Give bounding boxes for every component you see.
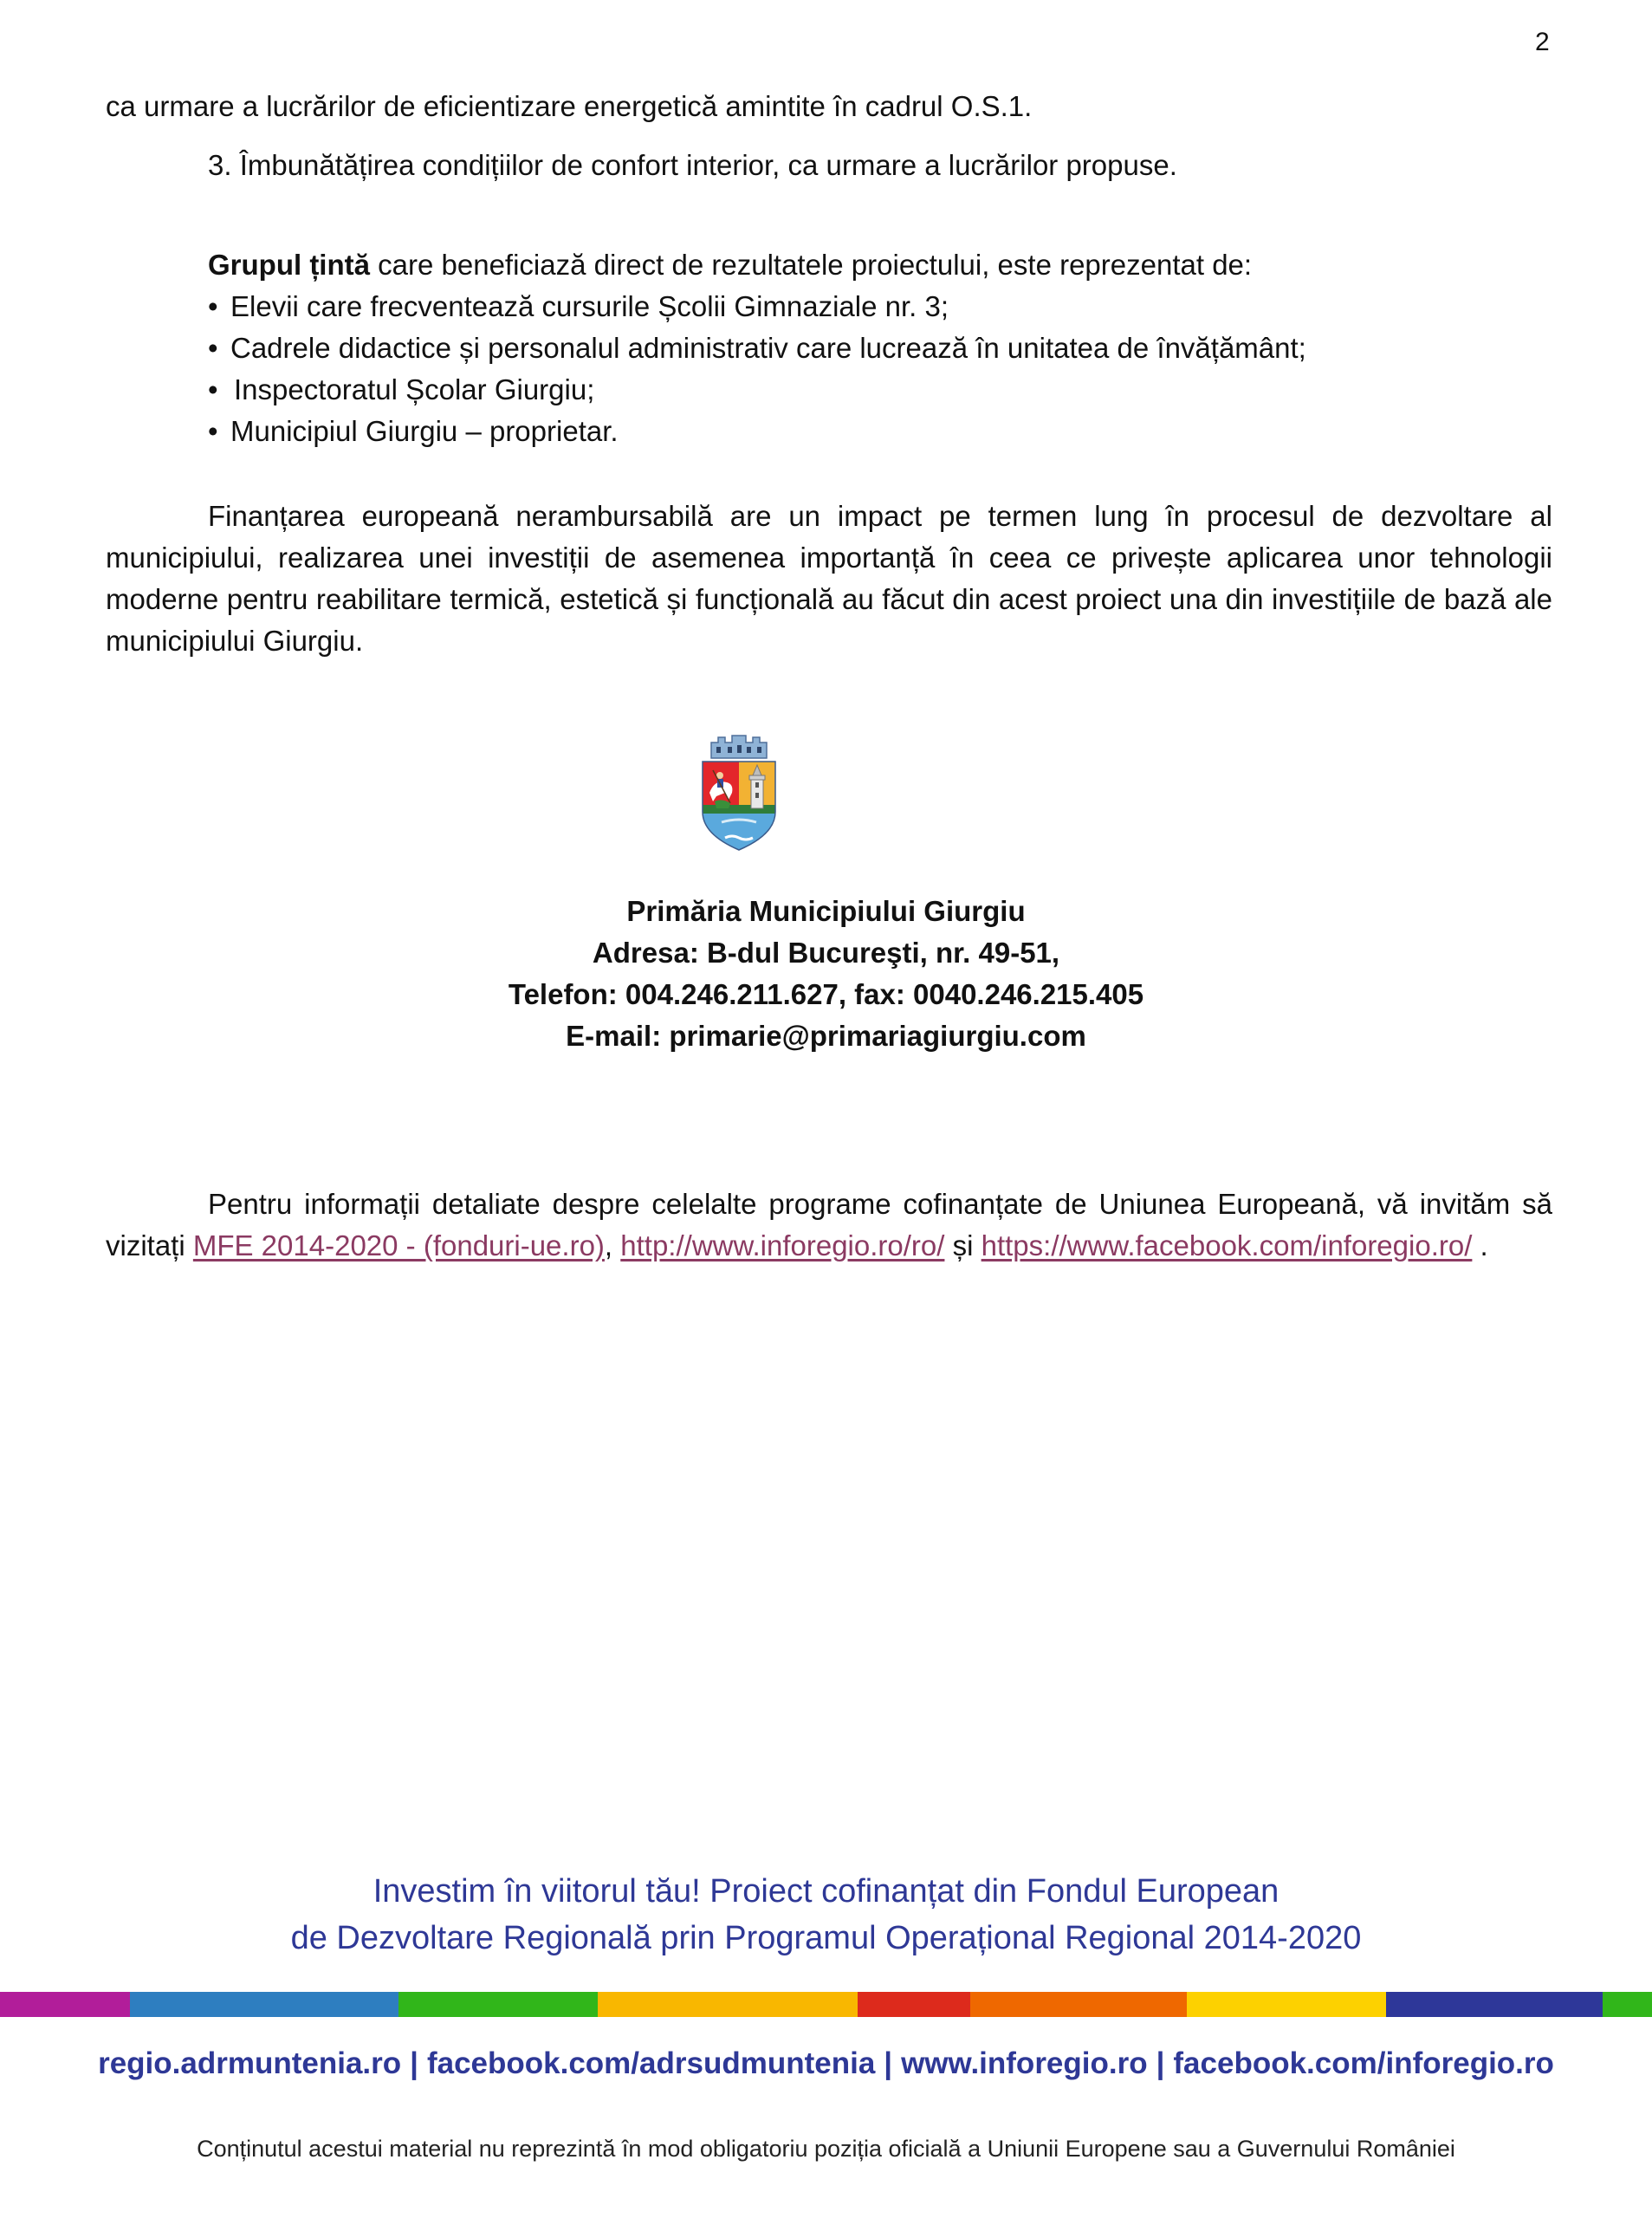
target-group-intro [106,244,1552,286]
giurgiu-coat-of-arms-logo [696,732,782,853]
bullet-icon: • [208,290,218,322]
info-paragraph-text [106,1184,1552,1267]
rainbow-segment [1386,1992,1603,2017]
rainbow-segment [970,1992,1187,2017]
info-paragraph [106,1184,1552,1267]
contact-phone: Telefon: 004.246.211.627, fax: 0040.246.215.405 [508,978,1144,1010]
coat-of-arms-icon [696,732,782,853]
rainbow-segment [130,1992,398,2017]
funding-paragraph [106,496,1552,662]
rainbow-segment [0,1992,130,2017]
list-item-text: Cadrele didactice și personalul administrativ care lucrează în unitatea de învățământ; [230,332,1306,364]
funding-paragraph-text: Finanțarea europeană nerambursabilă are un impact pe termen lung în procesul de dezvoltare al municipiului, realizarea unei investiții de asemenea importanță în ceea ce privește aplicarea unor tehnologii moderne pentru reabilitare termică, estetică și funcțională au făcut din acest proiect una din investițiile de bază ale municipiului Giurgiu. [106,500,1552,657]
rainbow-segment [598,1992,858,2017]
footer-separator: | [884,2046,893,2080]
footer-links [0,2042,1652,2085]
objective-continuation: ca urmare a lucrărilor de eficientizare energetică amintite în cadrul O.S.1. [106,90,1033,122]
bullet-icon: • [208,332,218,364]
list-item-text: Elevii care frecventează cursurile Școlii Gimnaziale nr. 3; [230,290,949,322]
link-facebook-inforegio[interactable]: https://www.facebook.com/inforegio.ro/ [981,1229,1473,1261]
footer-separator: | [410,2046,418,2080]
page-number: 2 [1535,28,1550,56]
link-inforegio[interactable]: http://www.inforegio.ro/ro/ [620,1229,945,1261]
list-item-text: Municipiul Giurgiu – proprietar. [230,415,619,447]
rainbow-segment [1187,1992,1386,2017]
contact-address: Adresa: B-dul Bucureşti, nr. 49-51, [592,937,1060,969]
target-group-label: Grupul țintă [208,249,370,281]
program-slogan [0,1868,1652,1962]
list-item-text: Inspectoratul Școlar Giurgiu; [234,373,595,405]
footer-separator: | [1156,2046,1165,2080]
rainbow-segment [1603,1992,1652,2017]
footer-link-inforegio[interactable]: www.inforegio.ro [901,2046,1148,2080]
slogan-line-2: de Dezvoltare Regională prin Programul Operațional Regional 2014-2020 [290,1920,1362,1956]
list-item [106,411,1552,452]
list-item [106,328,1552,369]
contact-block [0,891,1652,1057]
target-group-section [106,244,1552,452]
bullet-icon: • [208,373,218,405]
footer-link-adrmuntenia[interactable]: regio.adrmuntenia.ro [98,2046,402,2080]
slogan-line-1: Investim în viitorul tău! Proiect cofinanțat din Fondul European [373,1873,1279,1910]
bullet-icon: • [208,415,218,447]
contact-org: Primăria Municipiului Giurgiu [626,895,1026,927]
rainbow-band [0,1992,1652,2017]
disclaimer: Conținutul acestui material nu reprezintă în mod obligatoriu poziția oficială a Uniunii Europene sau a Guvernului României [197,2136,1455,2162]
objective-item-3: 3. Îmbunătățirea condițiilor de confort interior, ca urmare a lucrărilor propuse. [208,149,1177,181]
info-text-separator: , [604,1229,621,1261]
info-text-after: . [1472,1229,1488,1261]
info-text-conjunction: și [944,1229,981,1261]
link-mfe-fonduri-ue[interactable]: MFE 2014-2020 - (fonduri-ue.ro) [192,1229,605,1261]
footer-link-facebook-adrsudmuntenia[interactable]: facebook.com/adrsudmuntenia [426,2046,876,2080]
contact-email: E-mail: primarie@primariagiurgiu.com [566,1020,1086,1052]
target-group-intro-text: care beneficiază direct de rezultatele proiectului, este reprezentat de: [369,249,1253,281]
rainbow-segment [398,1992,598,2017]
list-item [106,286,1552,328]
footer-link-facebook-inforegio[interactable]: facebook.com/inforegio.ro [1173,2046,1554,2080]
list-item [106,369,1552,411]
info-text-before: Pentru informații detaliate despre celelalte programe cofinanțate de Uniunea Europeană, vă invităm să vizitați [106,1188,1552,1261]
rainbow-segment [858,1992,970,2017]
